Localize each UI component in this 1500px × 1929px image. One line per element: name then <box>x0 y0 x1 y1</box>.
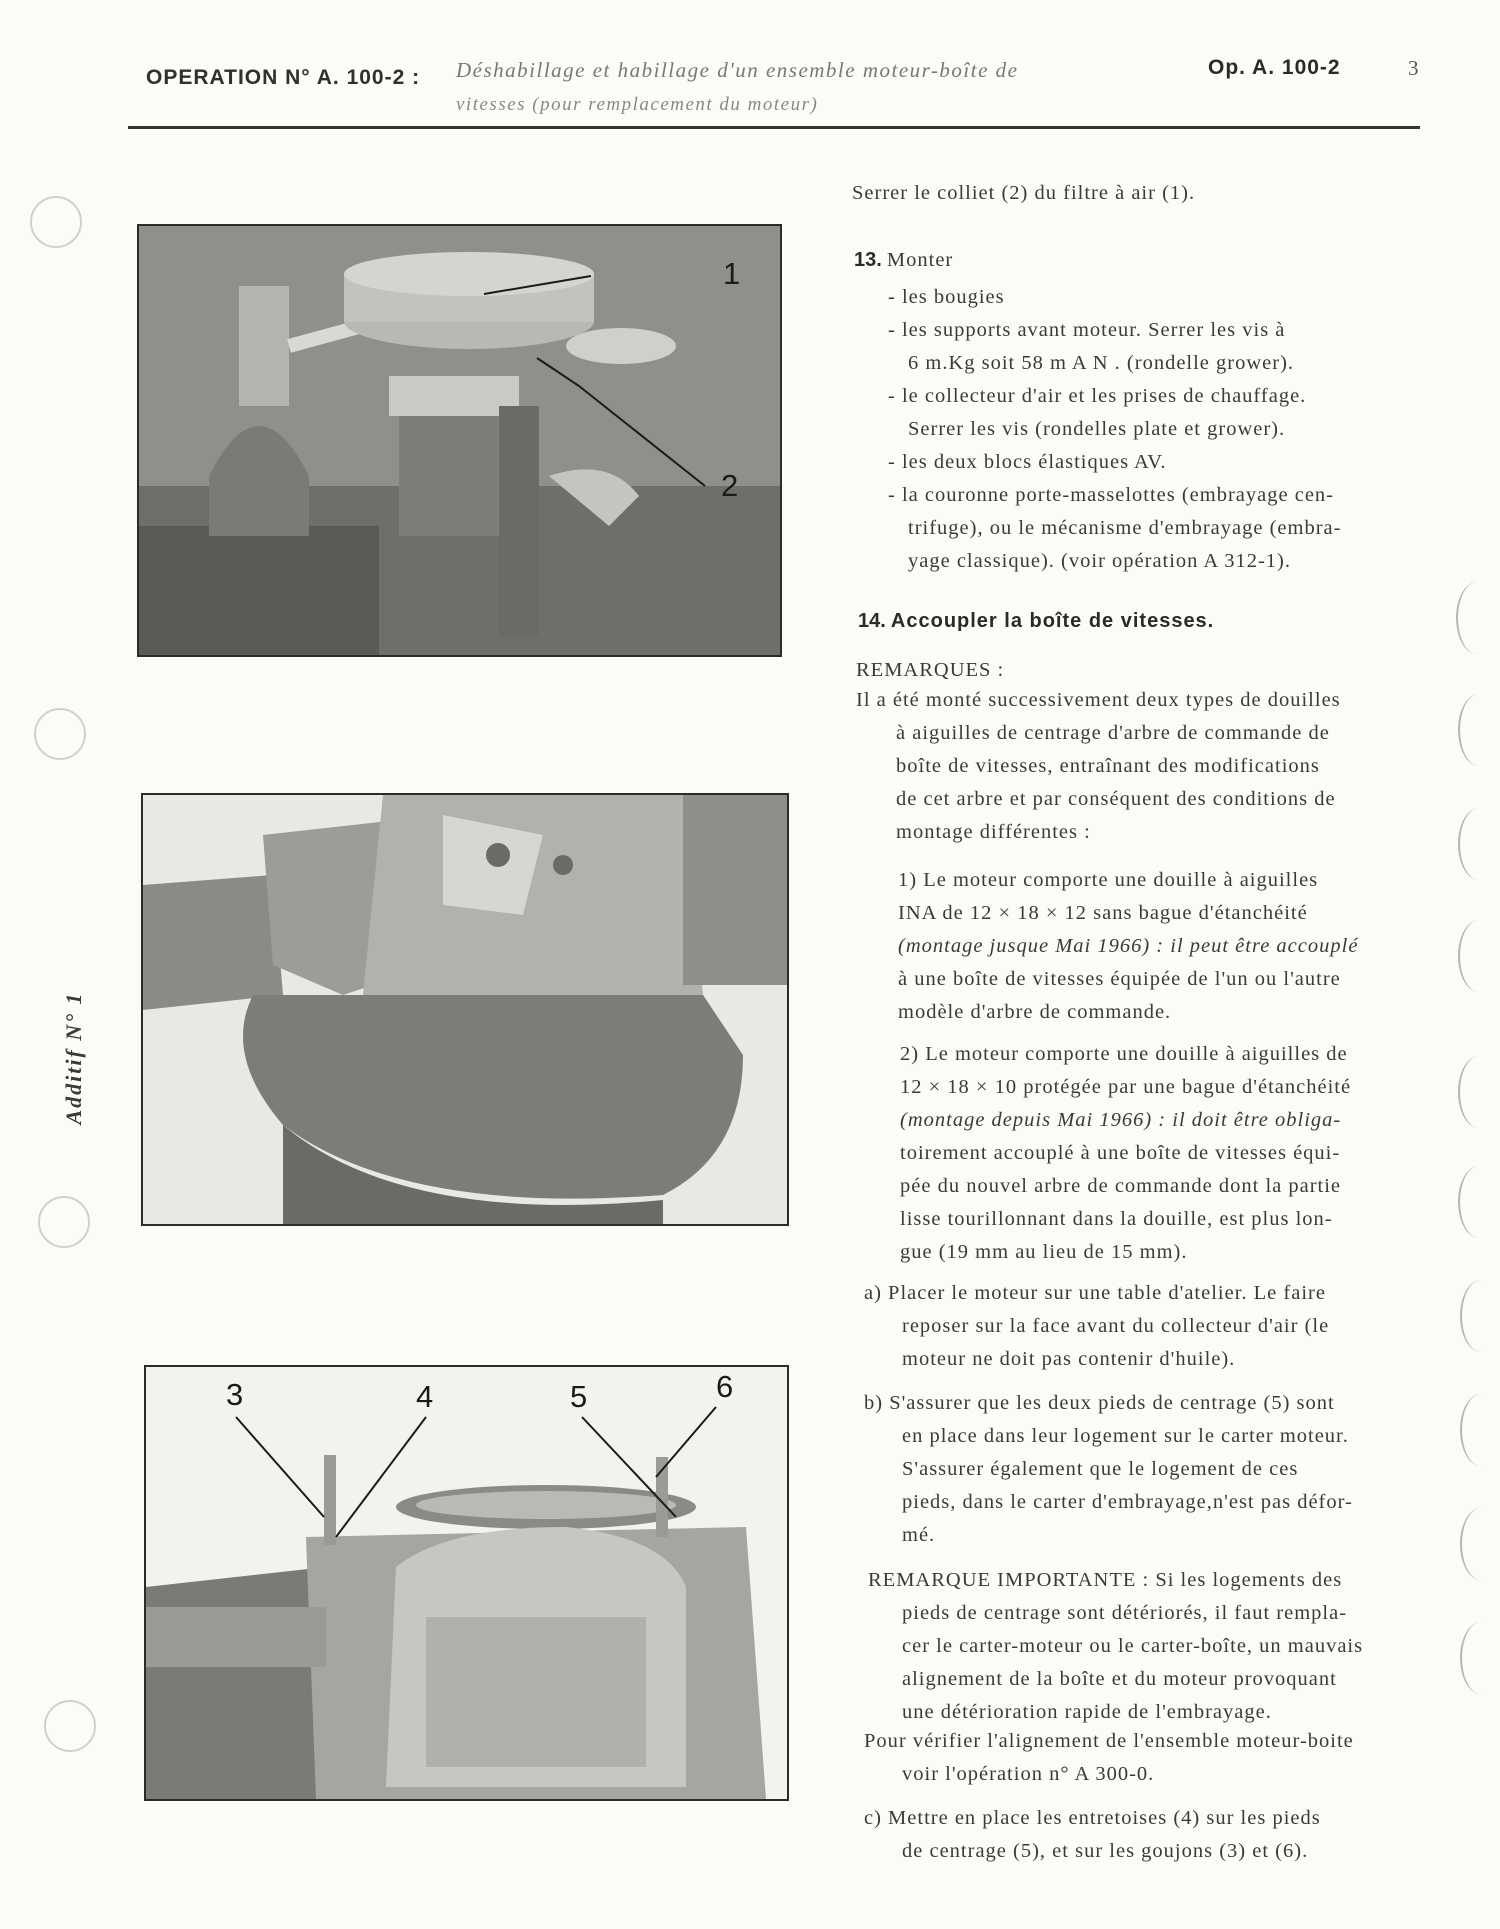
list-item: - la couronne porte-masselottes (embrayage cen- <box>888 484 1334 506</box>
figure-2-photo <box>141 793 789 1226</box>
text-line: S'assurer également que le logement de ces <box>902 1458 1299 1480</box>
text-line: à aiguilles de centrage d'arbre de commande de <box>896 722 1330 744</box>
text-line: moteur ne doit pas contenir d'huile). <box>902 1348 1236 1370</box>
list-item: Serrer les vis (rondelles plate et grower). <box>908 418 1286 440</box>
header-rule <box>128 126 1420 129</box>
list-item: 6 m.Kg soit 58 m A N . (rondelle grower). <box>908 352 1295 374</box>
case-2 <box>900 1038 1351 1269</box>
item-c <box>864 1802 1321 1868</box>
sidebar-label: Additif N° 1 <box>61 991 86 1125</box>
list-item: - les supports avant moteur. Serrer les vis à <box>888 319 1286 341</box>
callout-5: 5 <box>570 1379 588 1414</box>
operation-title: OPERATION N° A. 100-2 : <box>146 66 421 89</box>
text-line: a) Placer le moteur sur une table d'atelier. Le faire <box>864 1282 1326 1304</box>
callout-6: 6 <box>716 1369 734 1404</box>
callout-1: 1 <box>723 256 741 291</box>
text-line: (montage depuis Mai 1966) : il doit être obliga- <box>900 1109 1342 1131</box>
remarques-heading: REMARQUES : <box>856 659 1005 681</box>
step-13-title: Monter <box>886 249 954 271</box>
binder-hole <box>34 708 86 760</box>
list-item: yage classique). (voir opération A 312-1). <box>908 550 1292 572</box>
text-line: INA de 12 × 18 × 12 sans bague d'étanchéité <box>898 902 1308 924</box>
text-line: pieds, dans le carter d'embrayage,n'est pas défor- <box>902 1491 1353 1513</box>
callout-2: 2 <box>721 468 739 503</box>
air-filter <box>344 252 594 349</box>
text-line: gue (19 mm au lieu de 15 mm). <box>900 1241 1188 1263</box>
text-line: de centrage (5), et sur les goujons (3) et (6). <box>902 1840 1309 1862</box>
text-line: cer le carter-moteur ou le carter-boîte, un mauvais <box>902 1635 1364 1657</box>
text-line: toirement accouplé à une boîte de vitesses équi- <box>900 1142 1341 1164</box>
text-line: alignement de la boîte et du moteur provoquant <box>902 1668 1337 1690</box>
verify-alignment <box>864 1725 1354 1791</box>
text-line: voir l'opération n° A 300-0. <box>902 1763 1155 1785</box>
text-line: en place dans leur logement sur le carter moteur. <box>902 1425 1349 1447</box>
binder-hole <box>44 1700 96 1752</box>
text-line: boîte de vitesses, entraînant des modifications <box>896 755 1320 777</box>
step-13-number: 13. <box>854 249 882 271</box>
binder-ring-mark <box>1456 582 1498 654</box>
list-item: - les bougies <box>888 286 1005 308</box>
callout-3: 3 <box>226 1377 244 1412</box>
text-line: mé. <box>902 1524 936 1546</box>
binder-ring-mark <box>1460 1280 1500 1352</box>
text-line: pée du nouvel arbre de commande dont la partie <box>900 1175 1342 1197</box>
binder-hole <box>30 196 82 248</box>
text-line: 1) Le moteur comporte une douille à aiguilles <box>898 869 1319 891</box>
list-item: trifuge), ou le mécanisme d'embrayage (embra- <box>908 517 1342 539</box>
binder-ring-mark <box>1460 1508 1500 1580</box>
text-line: 2) Le moteur comporte une douille à aiguilles de <box>900 1043 1348 1065</box>
step-14-title: Accoupler la boîte de vitesses. <box>890 610 1215 632</box>
text-line: Pour vérifier l'alignement de l'ensemble moteur-boite <box>864 1730 1354 1752</box>
operation-subtitle: Déshabillage et habillage d'un ensemble moteur-boîte de <box>456 58 1019 82</box>
text-line: Il a été monté successivement deux types de douilles <box>856 689 1341 711</box>
remarques-text <box>856 684 1341 849</box>
binder-ring-mark <box>1458 1056 1500 1128</box>
text-line: (montage jusque Mai 1966) : il peut être accouplé <box>898 935 1359 957</box>
text-line: montage différentes : <box>896 821 1091 843</box>
important-remark <box>868 1564 1363 1729</box>
binder-ring-mark <box>1460 1622 1500 1694</box>
figure-3-photo <box>144 1365 789 1801</box>
step-13-list <box>888 281 1341 578</box>
step-13 <box>854 244 953 277</box>
page-number: 3 <box>1408 56 1419 80</box>
text-line: lisse tourillonnant dans la douille, est plus lon- <box>900 1208 1333 1230</box>
case-1 <box>898 864 1358 1029</box>
binder-hole <box>38 1196 90 1248</box>
text-line: 12 × 18 × 10 protégée par une bague d'étanchéité <box>900 1076 1352 1098</box>
binder-ring-mark <box>1458 920 1500 992</box>
operation-subtitle-line2: vitesses (pour remplacement du moteur) <box>456 94 819 115</box>
text-line: reposer sur la face avant du collecteur d'air (le <box>902 1315 1330 1337</box>
text-line: de cet arbre et par conséquent des conditions de <box>896 788 1336 810</box>
binder-ring-mark <box>1460 1394 1500 1466</box>
figure-1-photo <box>137 224 782 657</box>
text-line: à une boîte de vitesses équipée de l'un ou l'autre <box>898 968 1341 990</box>
operation-reference: Op. A. 100-2 <box>1208 56 1341 79</box>
text-line: modèle d'arbre de commande. <box>898 1001 1172 1023</box>
binder-ring-mark <box>1458 808 1500 880</box>
text-line: REMARQUE IMPORTANTE : Si les logements des <box>868 1569 1343 1591</box>
text-line: pieds de centrage sont détériorés, il faut rempla- <box>902 1602 1348 1624</box>
binder-ring-mark <box>1458 1166 1500 1238</box>
text-line: une détérioration rapide de l'embrayage. <box>902 1701 1272 1723</box>
binder-ring-mark <box>1458 694 1500 766</box>
step-14 <box>858 610 1214 633</box>
intro-text: Serrer le colliet (2) du filtre à air (1). <box>852 182 1196 204</box>
item-a <box>864 1277 1329 1376</box>
text-line: c) Mettre en place les entretoises (4) sur les pieds <box>864 1807 1321 1829</box>
list-item: - le collecteur d'air et les prises de chauffage. <box>888 385 1307 407</box>
step-14-number: 14. <box>858 610 886 632</box>
list-item: - les deux blocs élastiques AV. <box>888 451 1167 473</box>
text-line: b) S'assurer que les deux pieds de centrage (5) sont <box>864 1392 1335 1414</box>
callout-4: 4 <box>416 1379 434 1414</box>
item-b <box>864 1387 1353 1552</box>
